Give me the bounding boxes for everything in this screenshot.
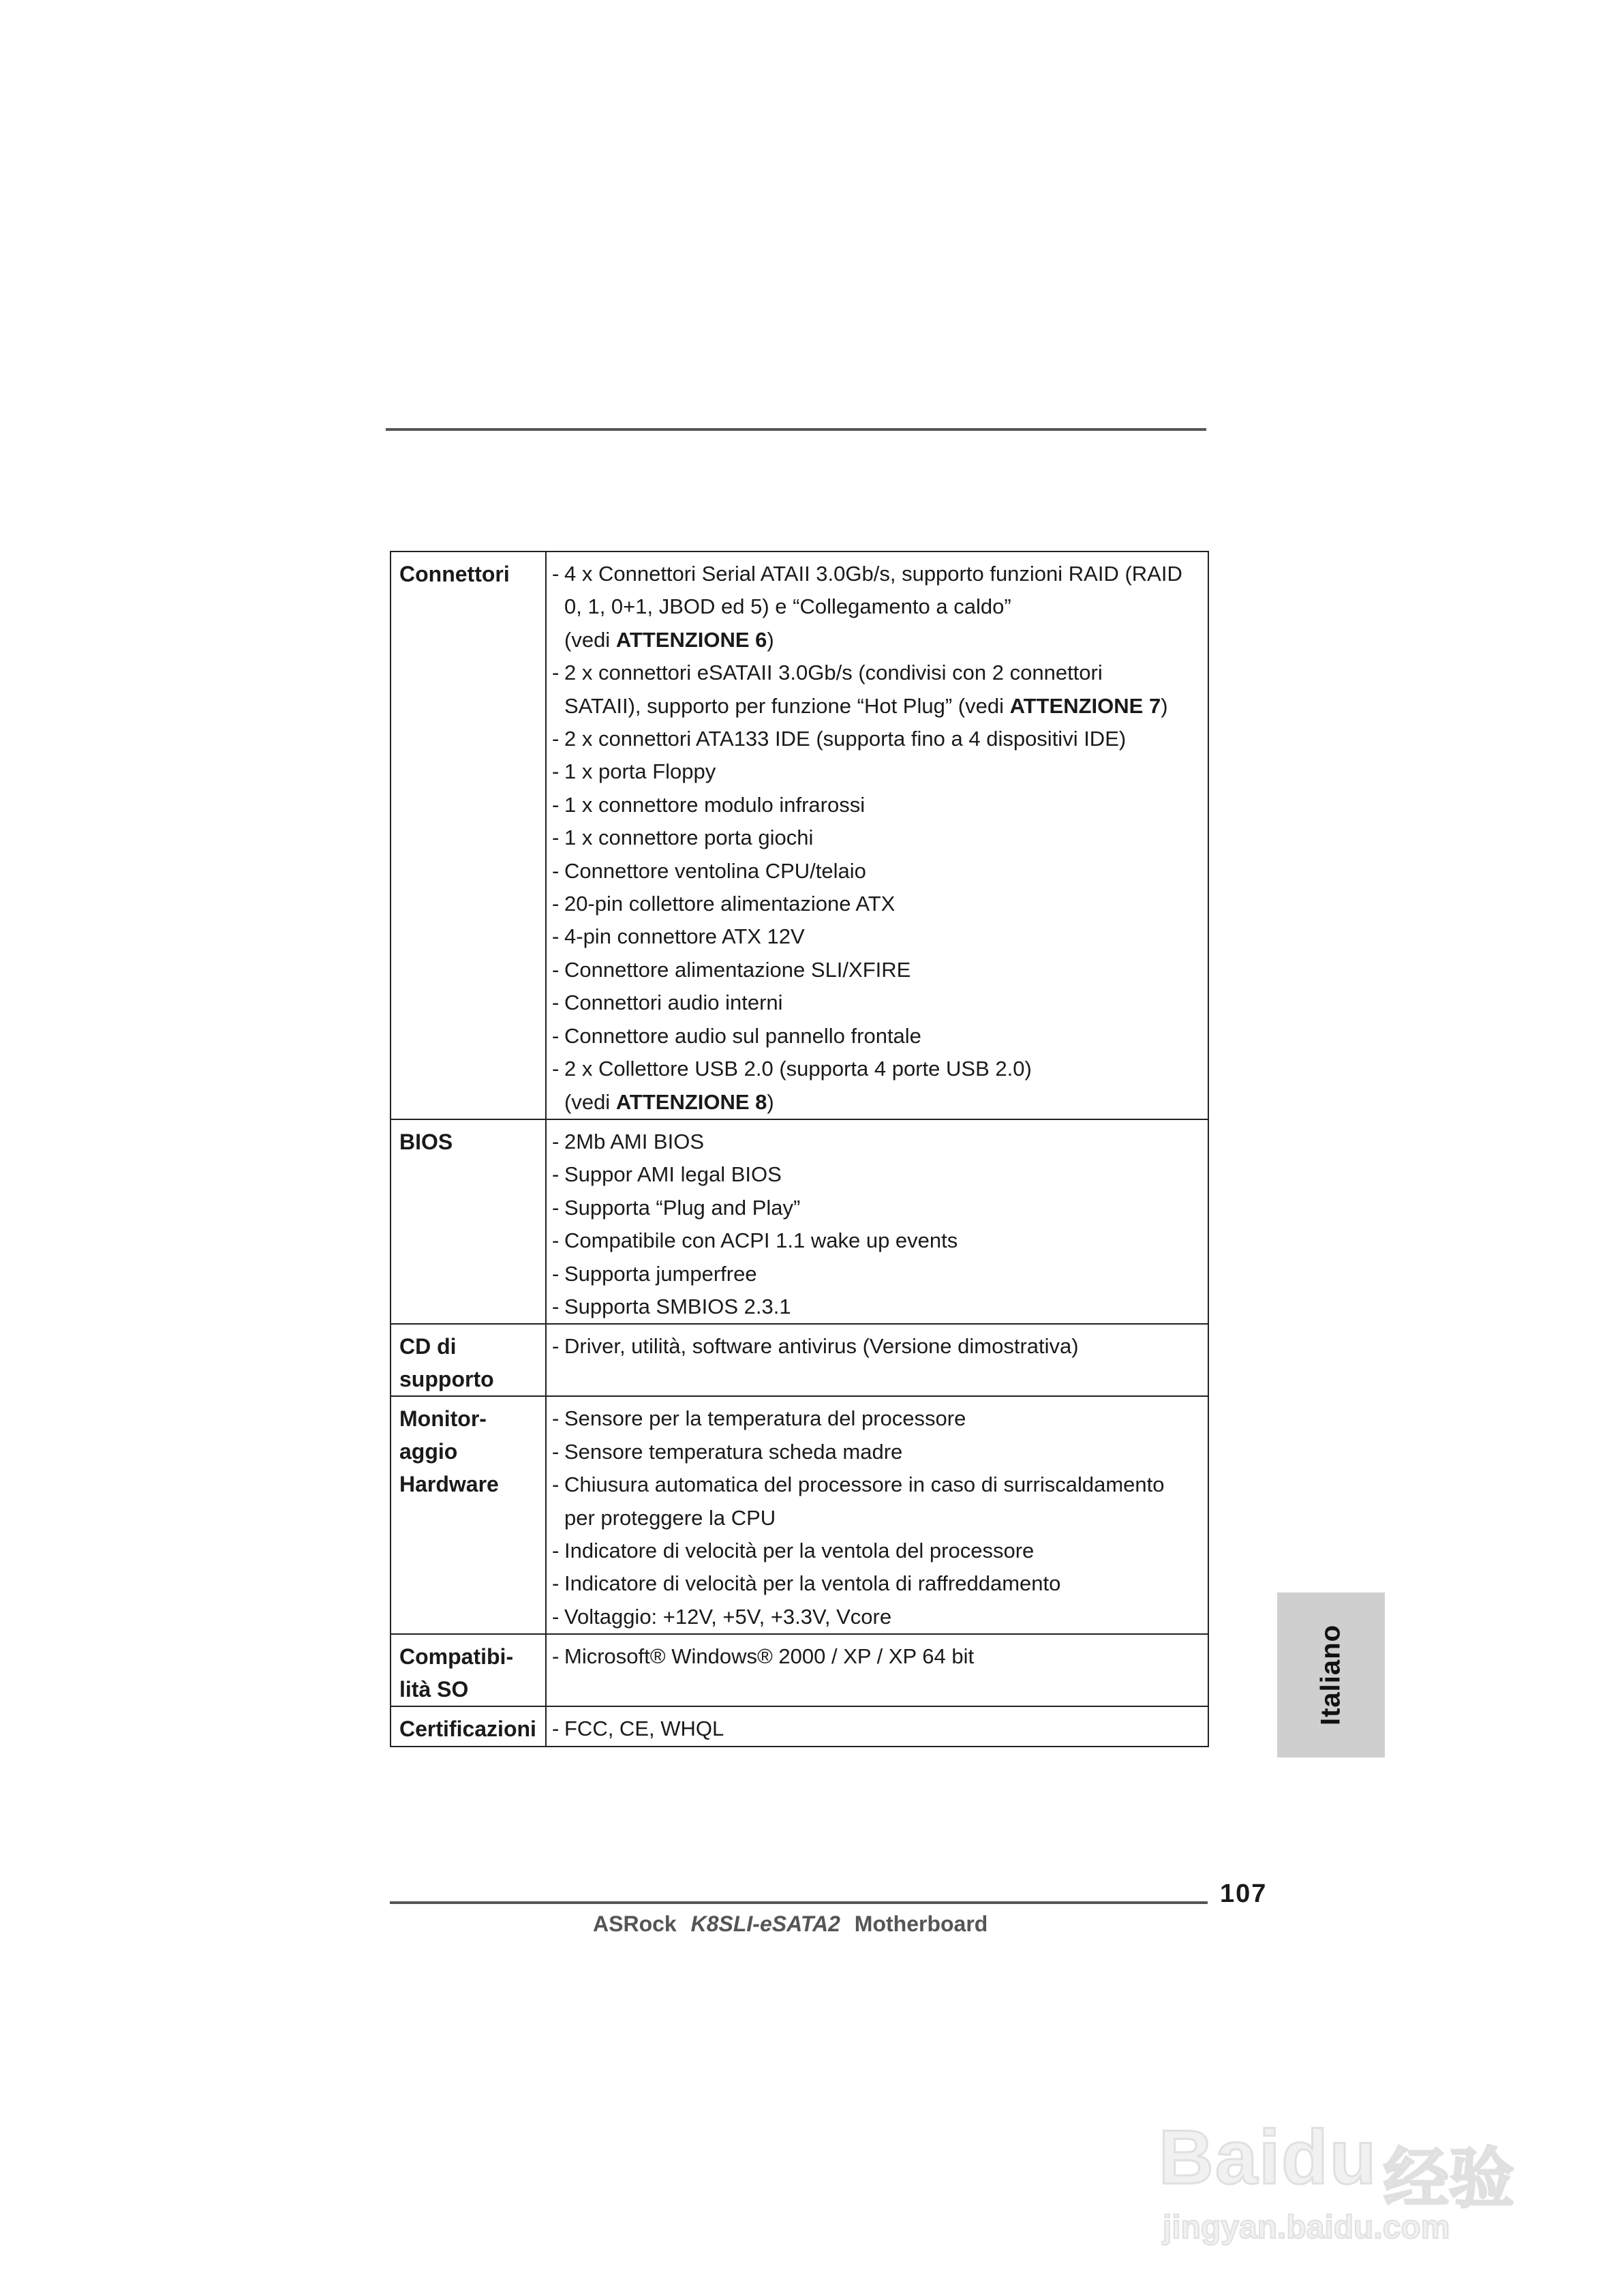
watermark [1159,2086,1540,2246]
spec-item-text: Connettori audio interni [564,991,783,1015]
spec-item [552,755,1202,788]
footer-model: K8SLI-eSATA2 [690,1912,840,1936]
bullet-dash: - [552,1057,560,1081]
bullet-dash: - [552,1604,560,1629]
spec-item-text: Indicatore di velocità per la ventola del processore [564,1538,1035,1562]
bullet-dash: - [552,1261,560,1286]
spec-item [552,1468,1202,1535]
bullet-dash: - [552,1228,560,1253]
spec-label-cell [391,1119,546,1324]
spec-label: Connettori [399,562,510,586]
bullet-dash: - [552,759,560,784]
spec-item [552,723,1202,755]
spec-item [552,1053,1202,1119]
spec-item-text: Supporta “Plug and Play” [564,1195,801,1220]
spec-items-cell [546,552,1208,1119]
footer [593,1912,988,1937]
watermark-brand: Baidu [1159,2115,1378,2200]
bullet-dash: - [552,1571,560,1596]
spec-items-cell [546,1396,1208,1634]
spec-item-text: Connettore ventolina CPU/telaio [564,858,866,883]
bullet-dash: - [552,792,560,817]
language-tab-label: Italiano [1315,1624,1346,1726]
spec-items [547,1707,1208,1745]
spec-item-continuation: (vedi ATTENZIONE 6) [564,627,774,652]
spec-item [552,1020,1202,1053]
bullet-dash: - [552,1472,560,1497]
spec-item [552,920,1202,953]
spec-item-continuation: 0, 1, 0+1, JBOD ed 5) e “Collegamento a caldo” [564,594,1011,619]
spec-item-continuation: SATAII), supporto per funzione “Hot Plug” (vedi ATTENZIONE 7) [564,693,1168,718]
spec-item-text: 1 x connettore porta giochi [564,826,814,850]
spec-item-text: 20-pin collettore alimentazione ATX [564,892,896,916]
spec-item-text: Driver, utilità, software antivirus (Versione dimostrativa) [564,1334,1079,1359]
footer-brand: ASRock [593,1912,677,1936]
spec-item [552,888,1202,920]
footer-product: Motherboard [854,1912,988,1936]
spec-items [547,1120,1208,1323]
spec-item-text: Sensore per la temperatura del processore [564,1406,966,1431]
bullet-dash: - [552,1406,560,1431]
spec-item [552,821,1202,854]
bullet-dash: - [552,1162,560,1187]
spec-label-cell [391,1324,546,1396]
bullet-dash: - [552,562,560,586]
bullet-dash: - [552,661,560,685]
spec-label-cell [391,1396,546,1634]
spec-row [391,1324,1208,1396]
spec-item [552,1712,1202,1745]
spec-label: Compatibi-lità SO [399,1644,514,1702]
spec-items-cell [546,1706,1208,1746]
bullet-dash: - [552,1195,560,1220]
bullet-dash: - [552,1439,560,1464]
spec-row [391,1396,1208,1634]
spec-label-cell [391,552,546,1119]
bullet-dash: - [552,957,560,982]
spec-item-text: 2 x Collettore USB 2.0 (supporta 4 porte USB 2.0) [564,1057,1032,1081]
bullet-dash: - [552,924,560,949]
spec-items [547,1325,1208,1363]
spec-items [547,1397,1208,1633]
bullet-dash: - [552,1294,560,1318]
spec-item [552,1640,1202,1673]
spec-row [391,1119,1208,1324]
spec-item-text: Compatibile con ACPI 1.1 wake up events [564,1228,958,1253]
bullet-dash: - [552,991,560,1015]
spec-item-text: Microsoft® Windows® 2000 / XP / XP 64 bit [564,1644,975,1669]
watermark-url: jingyan.baidu.com [1163,2209,1450,2246]
bullet-dash: - [552,727,560,751]
page-number: 107 [1220,1879,1268,1908]
spec-table [390,551,1209,1747]
spec-item-text: Connettore alimentazione SLI/XFIRE [564,957,911,982]
spec-item-continuation: (vedi ATTENZIONE 8) [564,1089,774,1114]
spec-item-text: Indicatore di velocità per la ventola di raffreddamento [564,1571,1061,1596]
bullet-dash: - [552,1644,560,1669]
spec-item [552,1158,1202,1191]
spec-item-text: Voltaggio: +12V, +5V, +3.3V, Vcore [564,1604,892,1629]
bullet-dash: - [552,858,560,883]
bottom-rule [390,1901,1208,1904]
top-rule [386,428,1206,431]
spec-item-text: 4-pin connettore ATX 12V [564,924,805,949]
spec-item [552,1567,1202,1600]
bullet-dash: - [552,1538,560,1562]
spec-row [391,1706,1208,1746]
spec-item-text: 1 x porta Floppy [564,759,716,784]
spec-items-cell [546,1119,1208,1324]
spec-item [552,954,1202,986]
spec-item [552,855,1202,888]
spec-item-text: Connettore audio sul pannello frontale [564,1023,921,1048]
spec-item-text: 2 x connettori eSATAII 3.0Gb/s (condivisi con 2 connettori [564,661,1103,685]
spec-item-text: 4 x Connettori Serial ATAII 3.0Gb/s, supporto funzioni RAID (RAID [564,562,1182,586]
spec-item-text: Supporta SMBIOS 2.3.1 [564,1294,791,1318]
spec-item-text: 1 x connettore modulo infrarossi [564,792,866,817]
bullet-dash: - [552,826,560,850]
spec-items [547,552,1208,1119]
spec-item-text: Sensore temperatura scheda madre [564,1439,903,1464]
bullet-dash: - [552,1129,560,1153]
spec-item [552,1436,1202,1468]
spec-label: BIOS [399,1129,453,1154]
spec-item-continuation: per proteggere la CPU [564,1505,776,1530]
spec-item [552,1330,1202,1363]
spec-label: CD di supporto [399,1334,494,1392]
bullet-dash: - [552,1334,560,1359]
spec-label: Certificazioni [399,1717,536,1742]
spec-label-cell [391,1634,546,1706]
spec-row [391,552,1208,1119]
spec-row [391,1634,1208,1706]
spec-label-cell [391,1706,546,1746]
spec-item [552,1258,1202,1290]
spec-item [552,1402,1202,1435]
spec-item [552,1224,1202,1257]
spec-item [552,986,1202,1019]
spec-item-text: FCC, CE, WHQL [564,1717,724,1741]
spec-item [552,1126,1202,1158]
spec-item [552,1290,1202,1323]
watermark-cn: 经验 [1383,2143,1514,2216]
spec-item [552,1535,1202,1567]
spec-items [547,1635,1208,1673]
spec-items-cell [546,1324,1208,1396]
spec-item-text: 2 x connettori ATA133 IDE (supporta fino a 4 dispositivi IDE) [564,727,1127,751]
bullet-dash: - [552,1717,560,1741]
spec-item-text: Chiusura automatica del processore in caso di surriscaldamento [564,1472,1165,1497]
spec-item [552,656,1202,723]
spec-item [552,558,1202,656]
spec-item-text: Suppor AMI legal BIOS [564,1162,782,1187]
language-tab [1277,1592,1385,1757]
spec-item-text: Supporta jumperfree [564,1261,757,1286]
spec-label: Monitor-aggio Hardware [399,1406,499,1497]
bullet-dash: - [552,1023,560,1048]
spec-item [552,1192,1202,1224]
spec-item-text: 2Mb AMI BIOS [564,1129,705,1153]
spec-item [552,789,1202,821]
spec-item [552,1601,1202,1633]
spec-items-cell [546,1634,1208,1706]
bullet-dash: - [552,892,560,916]
